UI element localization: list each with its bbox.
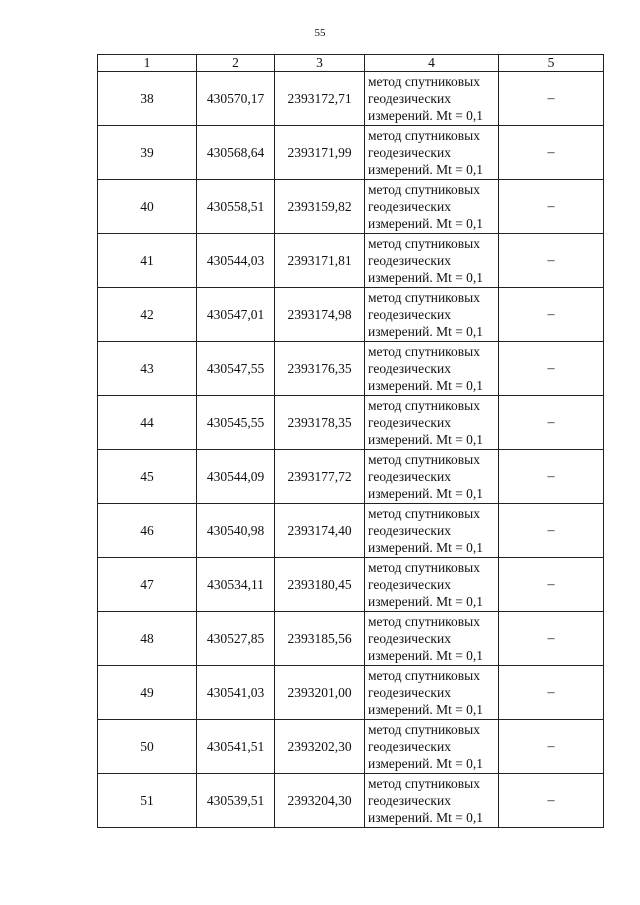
method-text-line: измерений. Mt = 0,1 (368, 378, 484, 393)
method-text-line: метод спутниковых (368, 668, 480, 683)
method-cell (365, 720, 499, 774)
page-number: 55 (314, 27, 326, 39)
method-text-line: измерений. Mt = 0,1 (368, 432, 484, 447)
method-text-line: измерений. Mt = 0,1 (368, 594, 484, 609)
table-row (98, 558, 604, 612)
dash-mark: – (547, 91, 555, 106)
point-number-cell: 40 (98, 180, 197, 234)
coordinate-x-cell: 430570,17 (197, 72, 275, 126)
dash-mark: – (547, 793, 555, 808)
method-text-line: метод спутниковых (368, 182, 480, 197)
method-cell (365, 288, 499, 342)
method-text-line: геодезических (368, 307, 451, 322)
column-header: 5 (499, 55, 604, 72)
method-text-line: геодезических (368, 415, 451, 430)
coordinate-x-cell: 430558,51 (197, 180, 275, 234)
method-text-line: метод спутниковых (368, 128, 480, 143)
dash-mark: – (547, 199, 555, 214)
coordinate-y-cell: 2393172,71 (275, 72, 365, 126)
note-cell (499, 72, 604, 126)
coordinate-x-cell: 430544,03 (197, 234, 275, 288)
coordinate-y-cell: 2393178,35 (275, 396, 365, 450)
point-number-cell: 50 (98, 720, 197, 774)
note-cell (499, 126, 604, 180)
method-cell (365, 180, 499, 234)
coordinate-x-cell: 430545,55 (197, 396, 275, 450)
point-number-cell: 51 (98, 774, 197, 828)
coordinate-x-cell: 430540,98 (197, 504, 275, 558)
column-header: 4 (365, 55, 499, 72)
method-text-line: измерений. Mt = 0,1 (368, 216, 484, 231)
method-cell (365, 342, 499, 396)
coordinate-y-cell: 2393180,45 (275, 558, 365, 612)
method-text-line: геодезических (368, 685, 451, 700)
dash-mark: – (547, 469, 555, 484)
coordinate-y-cell: 2393174,40 (275, 504, 365, 558)
method-text-line: геодезических (368, 739, 451, 754)
column-header: 2 (197, 55, 275, 72)
table-body (98, 72, 604, 828)
method-cell (365, 72, 499, 126)
point-number-cell: 41 (98, 234, 197, 288)
point-number-cell: 47 (98, 558, 197, 612)
dash-mark: – (547, 523, 555, 538)
note-cell (499, 666, 604, 720)
table-row (98, 612, 604, 666)
method-text-line: измерений. Mt = 0,1 (368, 270, 484, 285)
method-text-line: метод спутниковых (368, 290, 480, 305)
coordinate-x-cell: 430541,03 (197, 666, 275, 720)
dash-mark: – (547, 631, 555, 646)
coordinate-y-cell: 2393171,81 (275, 234, 365, 288)
coordinate-x-cell: 430544,09 (197, 450, 275, 504)
method-text-line: метод спутниковых (368, 74, 480, 89)
note-cell (499, 612, 604, 666)
table-row (98, 180, 604, 234)
method-text-line: геодезических (368, 631, 451, 646)
dash-mark: – (547, 685, 555, 700)
point-number-cell: 38 (98, 72, 197, 126)
table-header-row (98, 55, 604, 72)
method-cell (365, 450, 499, 504)
coordinates-table (97, 54, 604, 828)
table-row (98, 234, 604, 288)
coordinate-y-cell: 2393201,00 (275, 666, 365, 720)
point-number-cell: 42 (98, 288, 197, 342)
method-text-line: геодезических (368, 145, 451, 160)
method-text-line: геодезических (368, 253, 451, 268)
coordinate-x-cell: 430539,51 (197, 774, 275, 828)
point-number-cell: 43 (98, 342, 197, 396)
coordinate-x-cell: 430541,51 (197, 720, 275, 774)
method-text-line: геодезических (368, 793, 451, 808)
table-row (98, 720, 604, 774)
table-row (98, 342, 604, 396)
method-text-line: геодезических (368, 199, 451, 214)
method-text-line: измерений. Mt = 0,1 (368, 540, 484, 555)
point-number-cell: 48 (98, 612, 197, 666)
dash-mark: – (547, 307, 555, 322)
coordinate-y-cell: 2393174,98 (275, 288, 365, 342)
note-cell (499, 288, 604, 342)
note-cell (499, 720, 604, 774)
method-text-line: метод спутниковых (368, 614, 480, 629)
method-text-line: измерений. Mt = 0,1 (368, 648, 484, 663)
method-text-line: измерений. Mt = 0,1 (368, 702, 484, 717)
method-cell (365, 666, 499, 720)
coordinate-y-cell: 2393204,30 (275, 774, 365, 828)
note-cell (499, 396, 604, 450)
method-cell (365, 558, 499, 612)
table-row (98, 504, 604, 558)
note-cell (499, 450, 604, 504)
method-text-line: метод спутниковых (368, 344, 480, 359)
column-header: 1 (98, 55, 197, 72)
method-text-line: измерений. Mt = 0,1 (368, 324, 484, 339)
method-text-line: метод спутниковых (368, 398, 480, 413)
column-header: 3 (275, 55, 365, 72)
method-cell (365, 504, 499, 558)
point-number-cell: 39 (98, 126, 197, 180)
method-text-line: геодезических (368, 361, 451, 376)
dash-mark: – (547, 577, 555, 592)
point-number-cell: 45 (98, 450, 197, 504)
coordinate-x-cell: 430534,11 (197, 558, 275, 612)
coordinate-x-cell: 430547,01 (197, 288, 275, 342)
method-cell (365, 396, 499, 450)
method-text-line: метод спутниковых (368, 506, 480, 521)
point-number-cell: 49 (98, 666, 197, 720)
table-row (98, 396, 604, 450)
dash-mark: – (547, 145, 555, 160)
note-cell (499, 558, 604, 612)
coordinate-y-cell: 2393185,56 (275, 612, 365, 666)
table-row (98, 666, 604, 720)
dash-mark: – (547, 253, 555, 268)
coordinate-y-cell: 2393177,72 (275, 450, 365, 504)
table-row (98, 126, 604, 180)
table-row (98, 288, 604, 342)
table-row (98, 72, 604, 126)
note-cell (499, 342, 604, 396)
method-text-line: измерений. Mt = 0,1 (368, 162, 484, 177)
table-row (98, 774, 604, 828)
method-text-line: измерений. Mt = 0,1 (368, 756, 484, 771)
method-cell (365, 612, 499, 666)
dash-mark: – (547, 361, 555, 376)
note-cell (499, 234, 604, 288)
method-text-line: метод спутниковых (368, 776, 480, 791)
method-text-line: геодезических (368, 469, 451, 484)
note-cell (499, 180, 604, 234)
method-text-line: измерений. Mt = 0,1 (368, 810, 484, 825)
point-number-cell: 46 (98, 504, 197, 558)
coordinate-y-cell: 2393202,30 (275, 720, 365, 774)
method-text-line: метод спутниковых (368, 560, 480, 575)
dash-mark: – (547, 739, 555, 754)
method-text-line: геодезических (368, 577, 451, 592)
method-cell (365, 126, 499, 180)
method-text-line: метод спутниковых (368, 722, 480, 737)
dash-mark: – (547, 415, 555, 430)
method-text-line: геодезических (368, 91, 451, 106)
coordinate-y-cell: 2393159,82 (275, 180, 365, 234)
note-cell (499, 774, 604, 828)
point-number-cell: 44 (98, 396, 197, 450)
coordinate-x-cell: 430547,55 (197, 342, 275, 396)
method-text-line: измерений. Mt = 0,1 (368, 108, 484, 123)
method-text-line: измерений. Mt = 0,1 (368, 486, 484, 501)
coordinate-x-cell: 430568,64 (197, 126, 275, 180)
method-text-line: метод спутниковых (368, 452, 480, 467)
coordinate-x-cell: 430527,85 (197, 612, 275, 666)
coordinate-y-cell: 2393176,35 (275, 342, 365, 396)
method-text-line: геодезических (368, 523, 451, 538)
method-cell (365, 234, 499, 288)
table-row (98, 450, 604, 504)
note-cell (499, 504, 604, 558)
method-cell (365, 774, 499, 828)
coordinate-y-cell: 2393171,99 (275, 126, 365, 180)
method-text-line: метод спутниковых (368, 236, 480, 251)
